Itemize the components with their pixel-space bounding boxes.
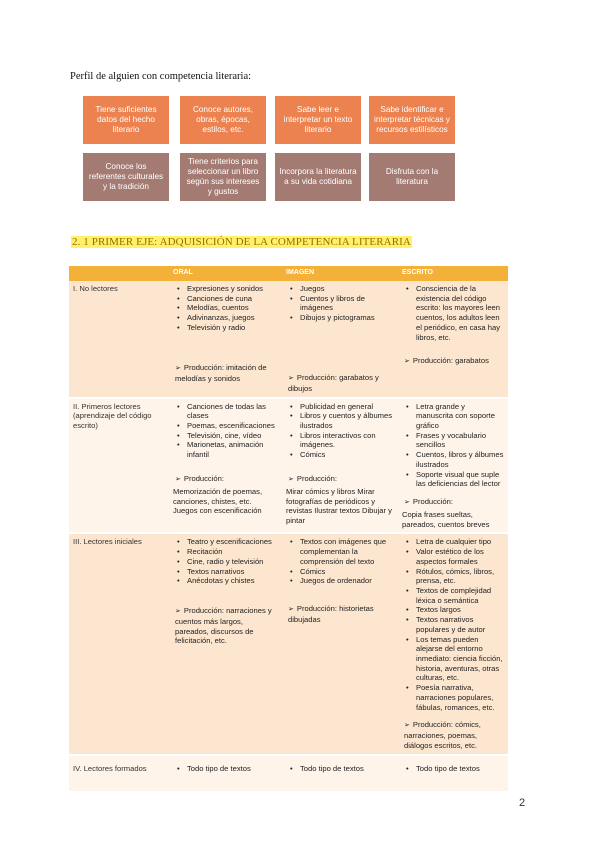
arrow-icon: ➢ bbox=[288, 475, 294, 483]
escrito-cell bbox=[398, 399, 508, 533]
table-row bbox=[69, 756, 508, 792]
list-item: • Libros y cuentos y álbumes ilustrados bbox=[300, 411, 394, 430]
list-item: • Cuentos y libros de imágenes bbox=[300, 294, 394, 313]
list-item: • Rótulos, cómics, libros, prensa, etc. bbox=[416, 567, 504, 586]
production-text: Copia frases sueltas, pareados, cuentos breves bbox=[402, 509, 490, 529]
list-item: • Marionetas, animación infantil bbox=[187, 440, 278, 459]
list-item: • Cómics bbox=[300, 450, 394, 460]
row-label: I. No lectores bbox=[69, 281, 169, 397]
imagen-cell bbox=[282, 756, 398, 792]
profile-box: Conoce los referentes culturales y la tradición bbox=[83, 153, 169, 201]
oral-cell bbox=[169, 534, 282, 753]
list-item: • Poemas, escenificaciones bbox=[187, 421, 278, 431]
list-item: • Todo tipo de textos bbox=[300, 764, 394, 774]
list-item: • Anécdotas y chistes bbox=[187, 576, 278, 586]
list-item: • Juegos de ordenador bbox=[300, 576, 394, 586]
list-item: • Juegos bbox=[300, 284, 394, 294]
escrito-cell bbox=[398, 534, 508, 753]
profile-box: Tiene suficientes datos del hecho literario bbox=[83, 96, 169, 144]
table-row bbox=[69, 281, 508, 397]
production-text: Memorización de poemas, canciones, chistes, etc. Juegos con escenificación bbox=[173, 486, 263, 516]
profile-box: Sabe identificar e interpretar técnicas y recursos estilísticos bbox=[369, 96, 455, 144]
row-label: IV. Lectores formados bbox=[69, 756, 169, 792]
imagen-cell bbox=[282, 399, 398, 533]
list-item: • Publicidad en general bbox=[300, 402, 394, 412]
intro-text: Perfil de alguien con competencia literaria: bbox=[70, 71, 252, 82]
table-row bbox=[69, 534, 508, 753]
section-heading: 2. 1 PRIMER EJE: ADQUISICIÓN DE LA COMPETENCIA LITERARIA bbox=[72, 236, 411, 248]
list-item: • Canciones de todas las clases bbox=[187, 402, 278, 421]
list-item: • Consciencia de la existencia del código escrito: los mayores leen cuentos, los adultos leen el periódico, en casa hay libros, etc. bbox=[416, 284, 504, 342]
list-item: • Cuentos, libros y álbumes ilustrados bbox=[416, 450, 504, 469]
header-cell: ORAL bbox=[169, 266, 282, 281]
list-item: • Cine, radio y televisión bbox=[187, 557, 278, 567]
list-item: • Soporte visual que suple las deficiencias del lector bbox=[416, 470, 504, 489]
list-item: • Textos de complejidad léxica o semántica bbox=[416, 586, 504, 605]
arrow-icon: ➢ bbox=[175, 608, 181, 615]
list-item: • Canciones de cuna bbox=[187, 294, 278, 304]
list-item: • Valor estético de los aspectos formales bbox=[416, 547, 504, 566]
oral-cell bbox=[169, 756, 282, 792]
arrow-icon: ➢ bbox=[175, 475, 181, 483]
list-item: • Textos narrativos populares y de autor bbox=[416, 615, 504, 634]
escrito-cell bbox=[398, 756, 508, 792]
production-label: Producción: bbox=[296, 473, 337, 483]
production-text: Mirar cómics y libros Mirar fotografías de periódicos y revistas Ilustrar textos Dibujar y pintar bbox=[286, 486, 392, 525]
list-item: • Todo tipo de textos bbox=[187, 764, 278, 774]
header-cell bbox=[69, 266, 169, 281]
arrow-icon: ➢ bbox=[288, 606, 294, 613]
profile-box: Disfruta con la literatura bbox=[369, 153, 455, 201]
list-item: • Letra de cualquier tipo bbox=[416, 537, 504, 547]
competence-table bbox=[69, 266, 508, 791]
list-item: • Todo tipo de textos bbox=[416, 764, 504, 774]
production-text: Producción: imitación de melodías y sonidos bbox=[175, 362, 267, 383]
table-header bbox=[69, 266, 508, 281]
production-text: Producción: cómics, narraciones, poemas, diálogos escritos, etc. bbox=[404, 720, 481, 751]
oral-cell bbox=[169, 281, 282, 397]
escrito-cell bbox=[398, 281, 508, 397]
list-item: • Frases y vocabulario sencillos bbox=[416, 431, 504, 450]
list-item: • Cómics bbox=[300, 567, 394, 577]
profile-box: Sabe leer e interpretar un texto literario bbox=[275, 96, 361, 144]
page-number: 2 bbox=[519, 797, 526, 809]
list-item: • Televisión, cine, vídeo bbox=[187, 431, 278, 441]
row-label: III. Lectores iniciales bbox=[69, 534, 169, 753]
oral-cell bbox=[169, 399, 282, 533]
list-item: • Adivinanzas, juegos bbox=[187, 313, 278, 323]
imagen-cell bbox=[282, 281, 398, 397]
profile-box: Incorpora la literatura a su vida cotidiana bbox=[275, 153, 361, 201]
list-item: • Dibujos y pictogramas bbox=[300, 313, 394, 323]
list-item: • Textos narrativos bbox=[187, 567, 278, 577]
list-item: • Recitación bbox=[187, 547, 278, 557]
production-text: Producción: historietas dibujadas bbox=[288, 604, 374, 624]
production-text: Producción: garabatos bbox=[412, 356, 489, 366]
header-cell: ESCRITO bbox=[398, 266, 508, 281]
list-item: • Expresiones y sonidos bbox=[187, 284, 278, 294]
production-label: Producción: bbox=[183, 473, 224, 483]
list-item: • Televisión y radio bbox=[187, 323, 278, 333]
list-item: • Melodías, cuentos bbox=[187, 303, 278, 313]
list-item: • Teatro y escenificaciones bbox=[187, 537, 278, 547]
row-label: II. Primeros lectores (aprendizaje del código escrito) bbox=[69, 399, 169, 533]
list-item: • Letra grande y manuscrita con soporte gráfico bbox=[416, 402, 504, 431]
profile-box: Tiene criterios para seleccionar un libro según sus intereses y gustos bbox=[180, 153, 266, 201]
production-text: Producción: narraciones y cuentos más largos, pareados, discursos de felicitación, etc. bbox=[175, 606, 272, 646]
arrow-icon: ➢ bbox=[175, 364, 181, 372]
list-item: • Poesía narrativa, narraciones populares, fábulas, romances, etc. bbox=[416, 683, 504, 712]
arrow-icon: ➢ bbox=[288, 374, 294, 382]
header-cell: IMAGEN bbox=[282, 266, 398, 281]
list-item: • Los temas pueden alejarse del entorno inmediato: ciencia ficción, historia, aventuras, otras culturas, etc. bbox=[416, 635, 504, 684]
table-row bbox=[69, 399, 508, 533]
arrow-icon: ➢ bbox=[404, 358, 410, 366]
production-label: Producción: bbox=[412, 497, 453, 507]
arrow-icon: ➢ bbox=[404, 722, 410, 730]
profile-box: Conoce autores, obras, épocas, estilos, etc. bbox=[180, 96, 266, 144]
imagen-cell bbox=[282, 534, 398, 753]
list-item: • Textos largos bbox=[416, 605, 504, 615]
list-item: • Textos con imágenes que complementan la comprensión del texto bbox=[300, 537, 394, 566]
arrow-icon: ➢ bbox=[404, 499, 410, 507]
list-item: • Libros interactivos con imágenes. bbox=[300, 431, 394, 450]
production-text: Producción: garabatos y dibujos bbox=[288, 372, 379, 393]
